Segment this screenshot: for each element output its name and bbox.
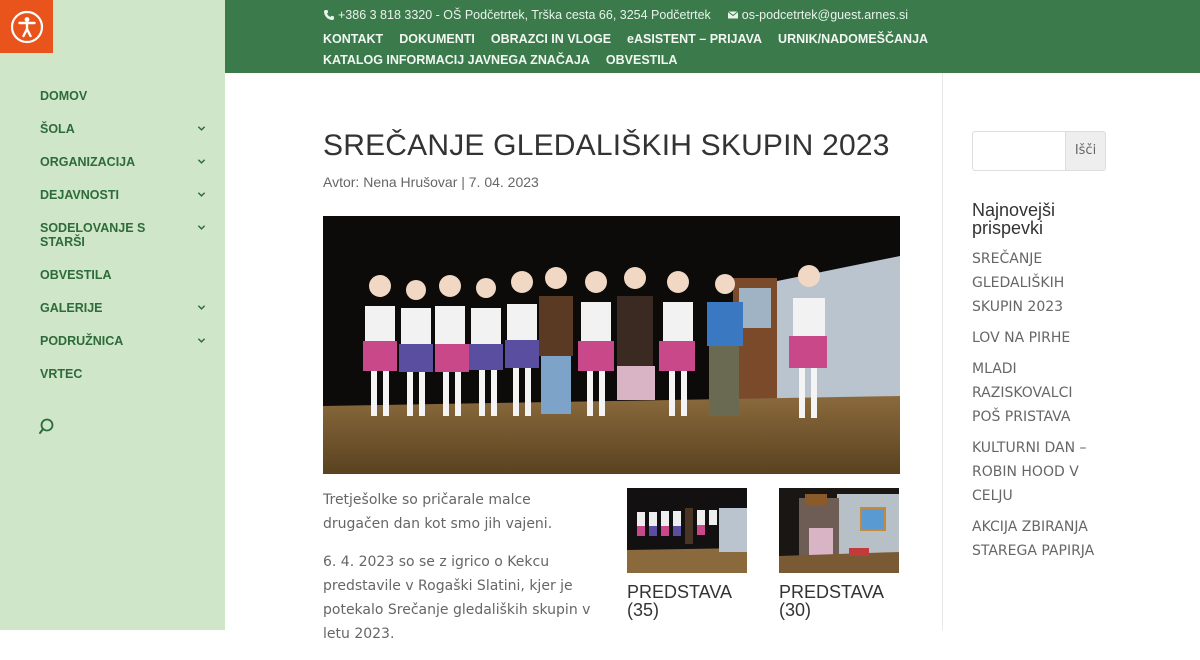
top-menu-urnik[interactable]: URNIK/NADOMEŠČANJA [778, 32, 929, 46]
nav-item-label: SODELOVANJE S STARŠI [40, 221, 146, 249]
contact-info [323, 8, 908, 22]
nav-item-podruznica[interactable] [40, 334, 210, 348]
top-header [225, 0, 1200, 73]
post-paragraph: 6. 4. 2023 so se z igrico o Kekcu predstavile v Rogaški Slatini, kjer je potekalo Srečanje gledaliških skupin v letu 2023. [323, 554, 591, 642]
recent-post-link[interactable]: MLADI RAZISKOVALCI POŠ PRISTAVA [972, 361, 1073, 425]
nav-item-obvestila[interactable] [40, 268, 210, 282]
mail-icon [727, 9, 739, 21]
nav-item-label: OBVESTILA [40, 268, 112, 282]
chevron-down-icon[interactable] [197, 336, 206, 345]
nav-item-sodelovanje[interactable] [40, 221, 210, 249]
nav-item-galerije[interactable] [40, 301, 210, 315]
nav-item-label: DOMOV [40, 89, 88, 103]
chevron-down-icon[interactable] [197, 303, 206, 312]
gallery-thumbnail[interactable] [627, 488, 747, 573]
phone-icon [323, 9, 335, 21]
featured-photo [323, 216, 900, 474]
post-title: SREČANJE GLEDALIŠKIH SKUPIN 2023 [323, 129, 890, 162]
recent-posts-title: Najnovejši prispevki [972, 200, 1056, 238]
top-menu-kontakt[interactable]: KONTAKT [323, 32, 384, 46]
phone-address: +386 3 818 3320 - OŠ Podčetrtek, Trška cesta 66, 3254 Podčetrtek [338, 8, 711, 22]
gallery-caption[interactable]: PREDSTAVA (30) [779, 582, 884, 620]
recent-post-link[interactable]: LOV NA PIRHE [972, 330, 1071, 346]
chevron-down-icon[interactable] [197, 190, 206, 199]
gallery-thumbnail[interactable] [779, 488, 899, 573]
top-menu [323, 29, 963, 71]
nav-item-label: ŠOLA [40, 122, 75, 136]
nav-item-vrtec[interactable] [40, 367, 210, 381]
email-link[interactable]: os-podcetrtek@guest.arnes.si [741, 8, 909, 22]
nav-item-label: ORGANIZACIJA [40, 155, 136, 169]
post-meta: Avtor: Nena Hrušovar | 7. 04. 2023 [323, 174, 539, 190]
gallery-item[interactable] [627, 488, 747, 619]
search-input[interactable] [972, 131, 1065, 171]
chevron-down-icon[interactable] [197, 124, 206, 133]
recent-post-link[interactable]: KULTURNI DAN – ROBIN HOOD V CELJU [972, 440, 1087, 504]
nav-item-label: PODRUŽNICA [40, 334, 124, 348]
nav-item-dejavnosti[interactable] [40, 188, 210, 202]
gallery-caption[interactable]: PREDSTAVA (35) [627, 582, 732, 620]
main-nav [40, 89, 210, 400]
nav-item-organizacija[interactable] [40, 155, 210, 169]
recent-post-link[interactable]: SREČANJE GLEDALIŠKIH SKUPIN 2023 [972, 251, 1065, 315]
nav-item-label: DEJAVNOSTI [40, 188, 119, 202]
chevron-down-icon[interactable] [197, 157, 206, 166]
top-menu-obrazci[interactable]: OBRAZCI IN VLOGE [490, 32, 612, 46]
accessibility-button[interactable] [0, 0, 53, 53]
post-paragraph: Tretješolke so pričarale malce drugačen dan kot smo jih vajeni. [323, 492, 553, 532]
top-menu-easistent[interactable]: eASISTENT – PRIJAVA [627, 32, 763, 46]
top-menu-obvestila[interactable]: OBVESTILA [605, 53, 678, 67]
nav-item-label: VRTEC [40, 367, 83, 381]
sidebar-divider [942, 73, 943, 630]
search-icon[interactable] [39, 417, 59, 437]
post-content [323, 120, 903, 642]
accessibility-icon [10, 10, 44, 44]
top-menu-katalog[interactable]: KATALOG INFORMACIJ JAVNEGA ZNAČAJA [323, 53, 590, 67]
chevron-down-icon[interactable] [197, 223, 206, 232]
recent-post-link[interactable]: AKCIJA ZBIRANJA STAREGA PAPIRJA [972, 519, 1095, 559]
search-button[interactable]: Išči [1065, 131, 1106, 171]
recent-posts-list [972, 247, 1104, 570]
gallery-item[interactable] [779, 488, 899, 619]
left-sidebar [0, 0, 225, 630]
nav-item-label: GALERIJE [40, 301, 103, 315]
nav-item-domov[interactable] [40, 89, 210, 103]
top-menu-dokumenti[interactable]: DOKUMENTI [399, 32, 475, 46]
nav-item-sola[interactable] [40, 122, 210, 136]
post-body [323, 488, 593, 660]
